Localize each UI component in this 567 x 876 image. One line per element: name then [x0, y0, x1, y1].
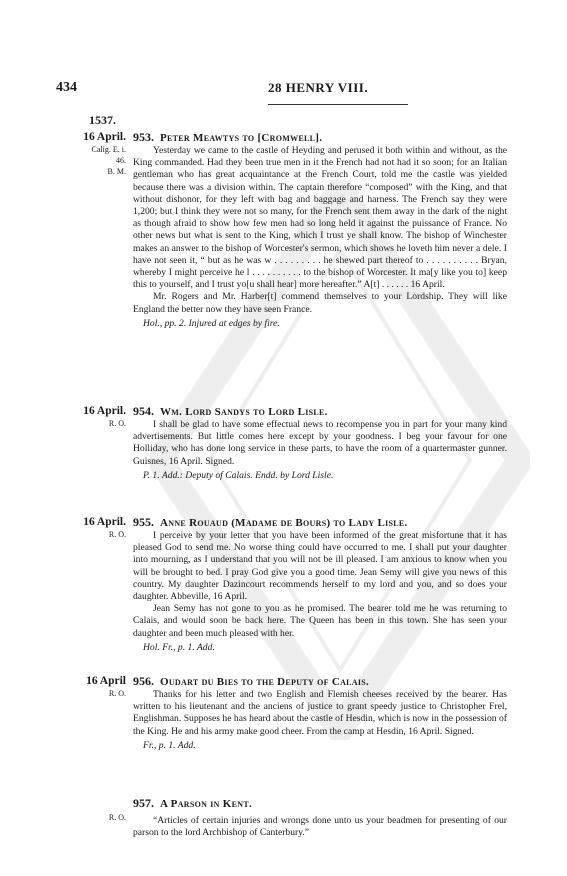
entry-paragraph: “Articles of certain injuries and wrongs done unto us your beadmen for presenting of our parson to the lord Archbishop of Canterbury.”	[133, 815, 507, 839]
entry-source: B. M.	[107, 167, 126, 176]
entry-title: Peter Meawtys to [Cromwell].	[160, 132, 323, 144]
entry-title: A Parson in Kent.	[160, 798, 253, 810]
entry-margin	[60, 812, 126, 823]
entry-paragraph: Yesterday we came to the castle of Heyding and perused it both within and without, as the King commanded. Had they been true men in it the French had not had it so soon; for an Italian gentleman who has great acquaintance at the French Court, told me the castle was yielded because there was a division within. The captain therefore “composed” with the King, and that without dishonor, for they left with bag and baggage and harness. The French say they were 1,200; but I think they were not so many, for the French sent them away in the dark of the night as though afraid to show how few men had so long held it against the puissance of France. No other news but what is sent to the King, which I trust ye shall know. The bishop of Winchester makes an answer to the bishop of Worcester's sermon, which shows he loveth him never a dele. I have not seen it, “ but as he was w . . . . . . . . . he shewed part thereof to . . . . . . . . . . Bryan, whereby I might perceive he l . . . . . . . . . . to the bishop of Worcester. It ma[y like you to] keep this to yourself, and I trust yo[u shall hear] more hereafter.” A[t] . . . . . . 16 April.	[133, 145, 507, 291]
entry-source: R. O.	[108, 689, 126, 698]
entry-title: Anne Rouaud (Madame de Bours) to Lady Lisle.	[160, 517, 408, 529]
entry-note: Hol., pp. 2. Injured at edges by fire.	[143, 317, 280, 329]
entry-number: 954.	[133, 404, 154, 418]
entry-body	[133, 130, 507, 330]
entry-source: R. O.	[108, 813, 126, 822]
entry-number: 956.	[133, 674, 154, 688]
entry-number: 957.	[133, 796, 154, 810]
entry-note: Fr., p. 1. Add.	[143, 739, 196, 751]
entry-margin	[60, 515, 126, 540]
entry-body	[133, 674, 507, 752]
page-header	[0, 80, 567, 100]
entry-number: 953.	[133, 130, 154, 144]
entry-margin	[60, 674, 126, 699]
entry-date: 16 April.	[83, 131, 126, 143]
entry-source: R. O.	[108, 419, 126, 428]
entry-heading	[133, 515, 507, 530]
entry-paragraph: Thanks for his letter and two English and Flemish cheeses received by the bearer. Has written to his lieutenant and the anciens of justice to grant speedy justice to Christopher Frel, Englishman. Supposes he has heard about the castle of Hesdin, which is now in the possession of the King. He and his army make good cheer. From the camp at Hesdin, 16 April. Signed.	[133, 689, 507, 737]
entry-title: Wm. Lord Sandys to Lord Lisle.	[160, 406, 328, 418]
entry-source: R. O.	[108, 530, 126, 539]
entry-source: 46.	[116, 156, 126, 165]
entry-date: 16 April	[86, 675, 126, 687]
entry-heading	[133, 796, 507, 811]
entry-body	[133, 796, 507, 839]
entry-body	[133, 404, 507, 482]
year-label: 1537.	[89, 113, 116, 127]
entry-note: Hol. Fr., p. 1. Add.	[143, 641, 215, 653]
running-title: 28 HENRY VIII.	[268, 80, 369, 95]
entry-paragraph: Mr. Rogers and Mr. Harber[t] commend themselves to your Lordship. They will like England the better now they have seen France.	[133, 291, 507, 315]
entry-paragraph: I perceive by your letter that you have been informed of the great misfortune that it has pleased God to send me. No worse thing could have occurred to me. I shall put your daughter into mourning, as I understand that you will not be ill pleased. I am anxious to know when you will be brought to bed. I pray God give you a good time. Jean Semy will give you news of this country. My daughter Dazincourt recommends herself to my lord and you, and so does your daughter. Abbeville, 16 April.	[133, 530, 507, 603]
entry-date: 16 April.	[83, 405, 126, 417]
entry-paragraph: I shall be glad to have some effectual news to recompense you in part for your many kind advertisements. But little comes here except by your goodness. I beg your favour for one Holliday, who has done long service in these parts, to have the room of a quartermaster gunner. Guisnes, 16 April. Signed.	[133, 419, 507, 467]
entry-margin	[60, 404, 126, 429]
entry-title: Oudart du Bies to the Deputy of Calais.	[160, 676, 370, 688]
entry-heading	[133, 674, 507, 689]
entry-body	[133, 515, 507, 654]
page-number: 434	[56, 80, 77, 95]
entry-source: Calig. E. i.	[91, 145, 126, 154]
entry-margin	[60, 130, 126, 177]
entry-heading	[133, 130, 507, 145]
entry-date: 16 April.	[83, 516, 126, 528]
entry-number: 955.	[133, 515, 154, 529]
entry-heading	[133, 404, 507, 419]
header-rule	[268, 104, 408, 105]
entry-note: P. 1. Add.: Deputy of Calais. Endd. by Lord Lisle.	[143, 469, 334, 481]
entry-paragraph: Jean Semy has not gone to you as he promised. The bearer told me he was returning to Calais, and would soon be back here. The Queen has been in this town. She has seen your daughter and been much pleased with her.	[133, 603, 507, 639]
